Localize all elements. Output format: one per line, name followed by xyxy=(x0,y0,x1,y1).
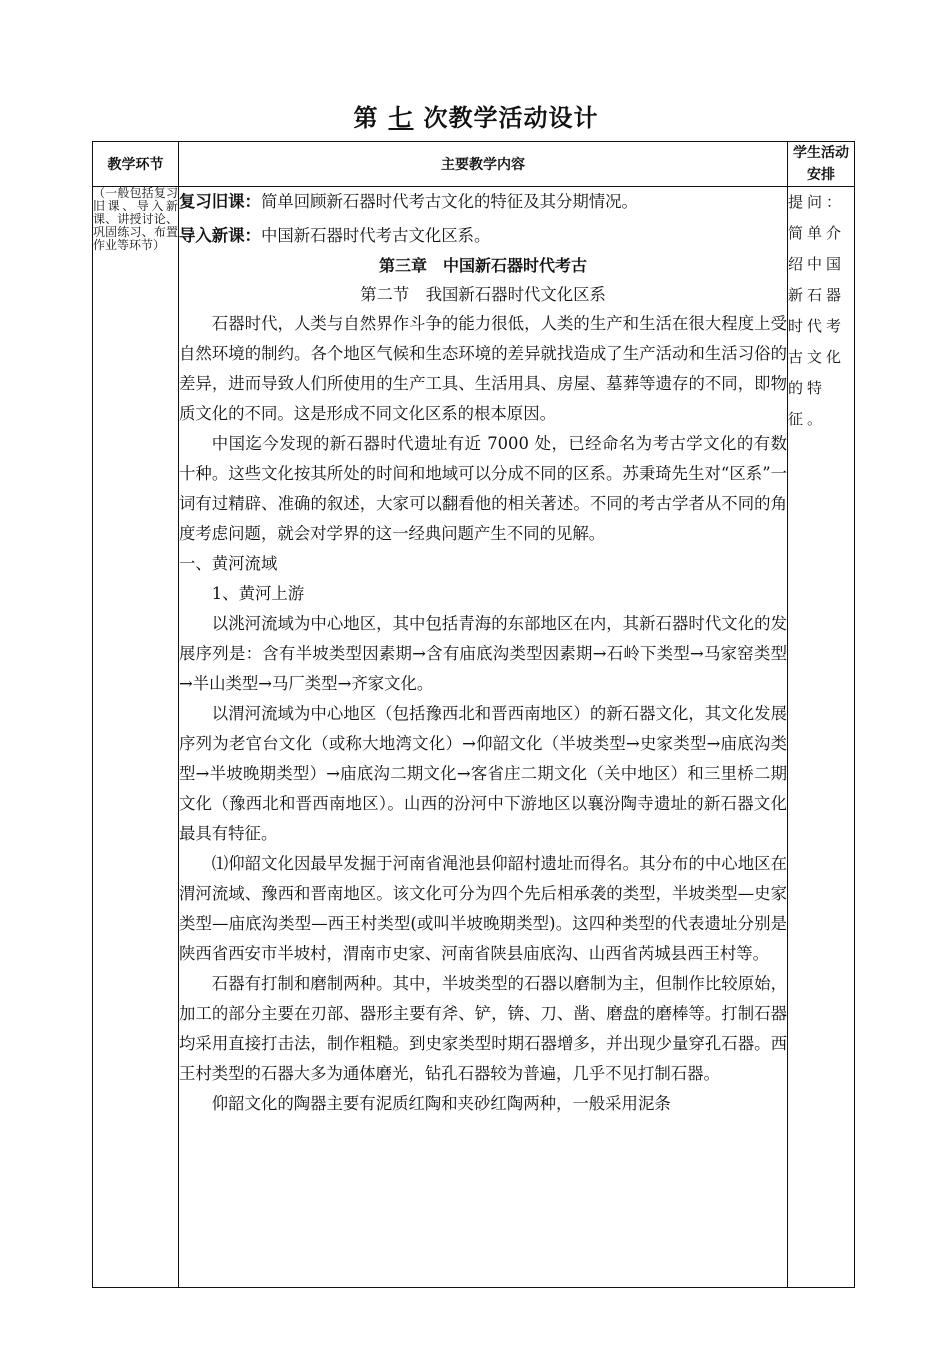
paragraph-1: 石器时代，人类与自然界作斗争的能力很低，人类的生产和生活在很大程度上受自然环境的制约。各个地区气候和生态环境的差异就找造成了生产活动和生活习俗的差异，进而导致人们所使用的生产工具、生活用具、房屋、墓葬等遗存的不同，即物质文化的不同。这是形成不同文化区系的根本原因。 xyxy=(179,314,787,423)
title-suffix: 次教学活动设计 xyxy=(423,104,599,132)
teaching-stage-note: （一般包括复习旧课、导入新课、讲授讨论、巩固练习、布置作业等环节） xyxy=(93,187,179,1288)
header-row xyxy=(93,142,855,187)
title-prefix: 第 xyxy=(353,104,379,132)
review-label: 复习旧课： xyxy=(179,192,261,211)
paragraph-5: ⑴仰韶文化因最早发掘于河南省渑池县仰韶村遗址而得名。其分布的中心地区在渭河流域、豫西和晋南地区。该文化可分为四个先后相承袭的类型，半坡类型—史家类型—庙底沟类型—西王村类型(或叫半坡晚期类型)。这四种类型的代表遗址分别是陕西省西安市半坡村，渭南市史家、河南省陕县庙底沟、山西省芮城县西王村等。 xyxy=(179,854,787,963)
header-teaching-stage: 教学环节 xyxy=(93,142,179,187)
intro-line xyxy=(179,221,787,251)
page-title xyxy=(0,98,952,133)
paragraph-3: 以洮河流域为中心地区，其中包括青海的东部地区在内，其新石器时代文化的发展序列是：含有半坡类型因素期→含有庙底沟类型因素期→石岭下类型→马家窑类型→半山类型→马厂类型→齐家文化。 xyxy=(179,614,787,693)
paragraph-6: 石器有打制和磨制两种。其中，半坡类型的石器以磨制为主，但制作比较原始，加工的部分主要在刃部、器形主要有斧、铲，锛、刀、凿、磨盘的磨棒等。打制石器均采用直接打击法，制作粗糙。到史家类型时期石器增多，并出现少量穿孔石器。西王村类型的石器大多为通体磨光，钻孔石器较为普遍，几乎不见打制石器。 xyxy=(179,974,787,1083)
review-line xyxy=(179,187,787,217)
section-heading: 第二节 我国新石器时代文化区系 xyxy=(360,285,606,304)
paragraph-2: 中国迄今发现的新石器时代遗址有近 7000 处，已经命名为考古学文化的有数十种。这些文化按其所处的时间和地域可以分成不同的区系。苏秉琦先生对“区系”一词有过精辟、准确的叙述，大家可以翻看他的相关著述。不同的考古学者从不同的角度考虑问题，就会对学界的这一经典问题产生不同的见解。 xyxy=(179,434,787,543)
header-student-activity: 学生活动安排 xyxy=(788,142,855,187)
paragraph-4: 以渭河流域为中心地区（包括豫西北和晋西南地区）的新石器文化，其文化发展序列为老官台文化（或称大地湾文化）→仰韶文化（半坡类型→史家类型→庙底沟类型→半坡晚期类型）→庙底沟二期文化→客省庄二期文化（关中地区）和三里桥二期文化（豫西北和晋西南地区）。山西的汾河中下游地区以襄汾陶寺遗址的新石器文化最具有特征。 xyxy=(179,704,787,843)
lesson-plan-table xyxy=(92,141,855,1288)
intro-text: 中国新石器时代考古文化区系。 xyxy=(260,226,491,245)
paragraph-7: 仰韶文化的陶器主要有泥质红陶和夹砂红陶两种，一般采用泥条 xyxy=(211,1094,671,1113)
title-number: 七 xyxy=(388,104,414,132)
content-row xyxy=(93,187,855,1288)
heading-upper-reaches: 1、黄河上游 xyxy=(211,584,305,603)
header-main-content: 主要教学内容 xyxy=(179,142,788,187)
heading-yellow-river: 一、黄河流域 xyxy=(179,554,278,573)
intro-label: 导入新课： xyxy=(179,226,261,245)
student-activity-cell: 提问：简单介绍中国新石器时代考古文化的特征。 xyxy=(788,187,855,1288)
review-text: 简单回顾新石器时代考古文化的特征及其分期情况。 xyxy=(260,192,638,211)
main-content-cell xyxy=(179,187,788,1288)
chapter-heading: 第三章 中国新石器时代考古 xyxy=(378,256,587,275)
